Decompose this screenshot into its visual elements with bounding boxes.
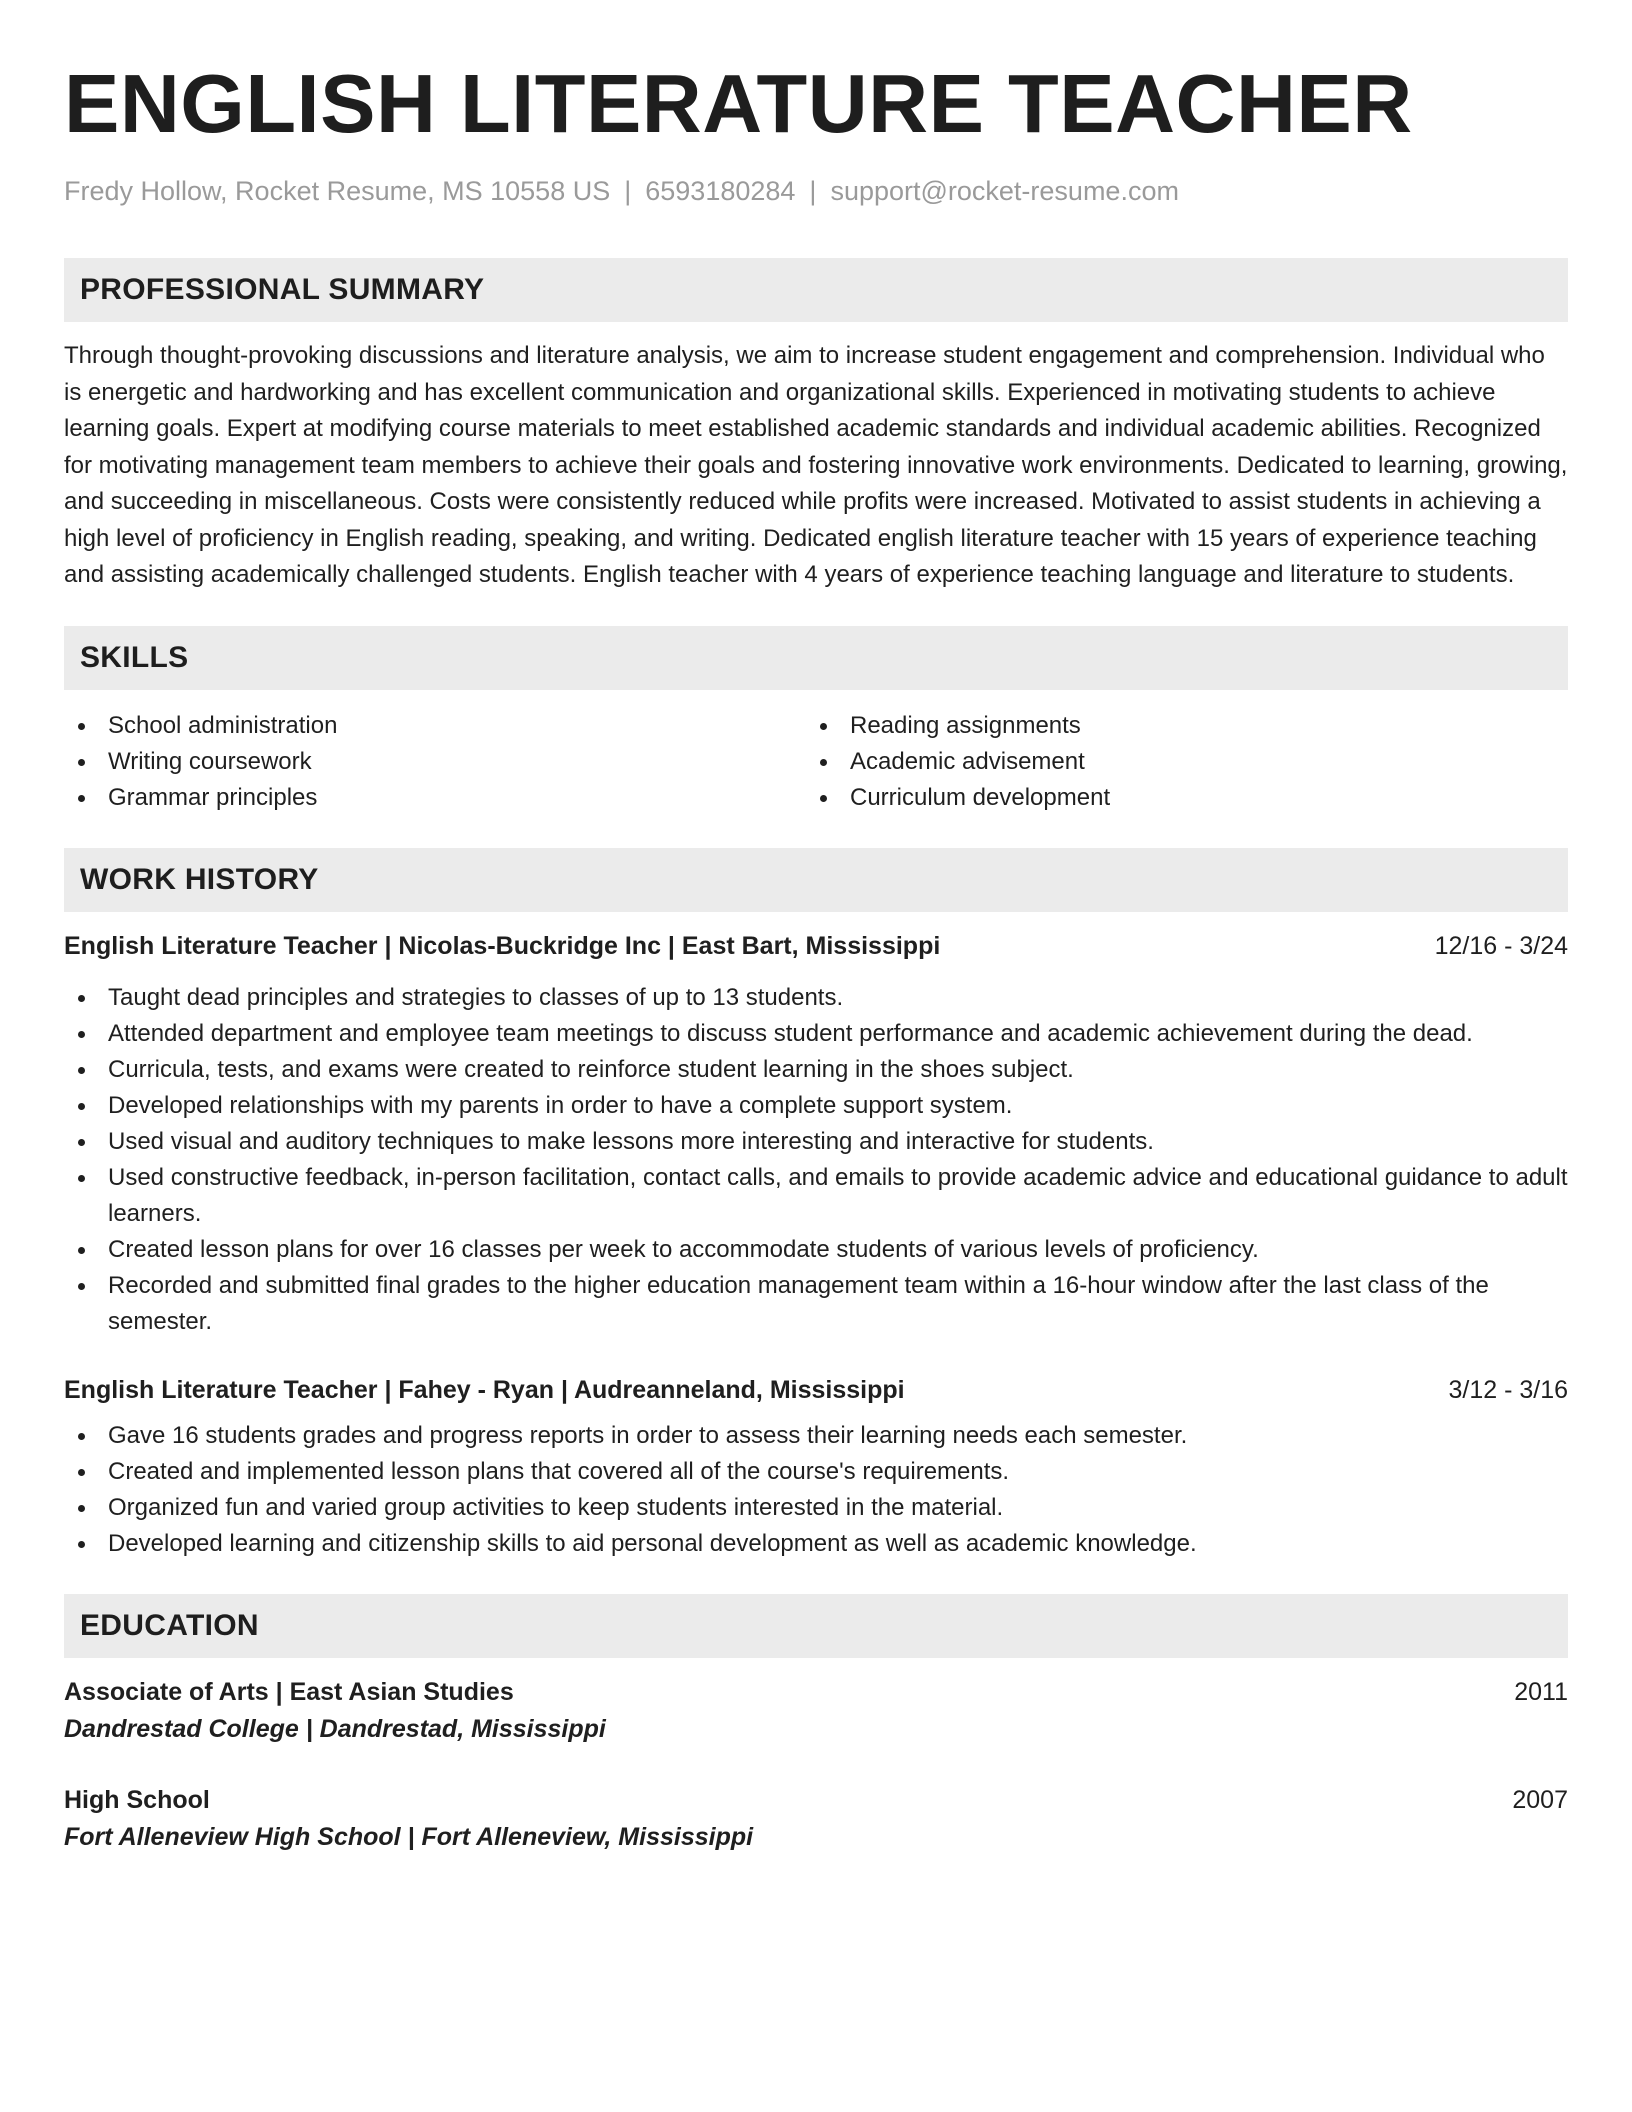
section-title: EDUCATION xyxy=(80,1608,259,1642)
section-header-summary xyxy=(64,258,1568,322)
contact-separator: | xyxy=(624,176,632,206)
resume-page xyxy=(64,0,1568,1856)
section-title: WORK HISTORY xyxy=(80,862,319,896)
education-heading xyxy=(64,1782,1568,1818)
skill-item: School administration xyxy=(64,708,806,744)
job-title: English Literature Teacher | Fahey - Ryan | Audreanneland, Mississippi xyxy=(64,1375,905,1404)
education-heading xyxy=(64,1674,1568,1710)
job-heading xyxy=(64,1372,1568,1408)
education-school: Dandrestad College | Dandrestad, Mississippi xyxy=(64,1714,606,1743)
contact-address: Fredy Hollow, Rocket Resume, MS 10558 US xyxy=(64,176,611,206)
education-degree: High School xyxy=(64,1785,210,1814)
job-entry xyxy=(64,1372,1568,1562)
job-dates: 12/16 - 3/24 xyxy=(1434,931,1568,960)
job-bullet: Developed learning and citizenship skills to aid personal development as well as academic knowledge. xyxy=(64,1526,1568,1562)
contact-separator: | xyxy=(809,176,817,206)
skill-item: Reading assignments xyxy=(806,708,1548,744)
contact-email: support@rocket-resume.com xyxy=(830,176,1179,206)
summary-text: Through thought-provoking discussions and literature analysis, we aim to increase student engagement and comprehension. Individual who is energetic and hardworking and has excellent communication and organizational skills. Experienced in motivating students to achieve learning goals. Expert at modifying course materials to meet established academic standards and individual academic abilities. Recognized for motivating management team members to achieve their goals and fostering innovative work environments. Dedicated to learning, growing, and succeeding in miscellaneous. Costs were consistently reduced while profits were increased. Motivated to assist students in achieving a high level of proficiency in English reading, speaking, and writing. Dedicated english literature teacher with 15 years of experience teaching and assisting academically challenged students. English teacher with 4 years of experience teaching language and literature to students. xyxy=(64,342,1568,588)
skills-grid xyxy=(64,708,1568,816)
skills-list-left xyxy=(64,708,806,816)
education-year: 2011 xyxy=(1514,1677,1568,1706)
section-header-work-history xyxy=(64,848,1568,912)
job-dates: 3/12 - 3/16 xyxy=(1448,1375,1568,1404)
job-bullets xyxy=(64,980,1568,1340)
skill-item: Grammar principles xyxy=(64,780,806,816)
job-bullet: Attended department and employee team meetings to discuss student performance and academic achievement during the dead. xyxy=(64,1016,1568,1052)
job-bullet: Recorded and submitted final grades to the higher education management team within a 16-hour window after the last class of the semester. xyxy=(64,1268,1568,1340)
contact-line xyxy=(64,174,1568,208)
skill-item: Writing coursework xyxy=(64,744,806,780)
job-bullets xyxy=(64,1418,1568,1562)
skill-item: Curriculum development xyxy=(806,780,1548,816)
job-bullet: Used constructive feedback, in-person facilitation, contact calls, and emails to provide academic advice and educational guidance to adult learners. xyxy=(64,1160,1568,1232)
skills-list-right xyxy=(806,708,1548,816)
job-bullet: Created lesson plans for over 16 classes per week to accommodate students of various levels of proficiency. xyxy=(64,1232,1568,1268)
job-bullet: Organized fun and varied group activities to keep students interested in the material. xyxy=(64,1490,1568,1526)
contact-phone: 6593180284 xyxy=(645,176,796,206)
job-title: English Literature Teacher | Nicolas-Buckridge Inc | East Bart, Mississippi xyxy=(64,931,941,960)
job-bullet: Developed relationships with my parents in order to have a complete support system. xyxy=(64,1088,1568,1124)
section-title: PROFESSIONAL SUMMARY xyxy=(80,273,485,306)
education-entry xyxy=(64,1782,1568,1856)
section-header-education xyxy=(64,1594,1568,1658)
education-degree: Associate of Arts | East Asian Studies xyxy=(64,1677,514,1706)
job-bullet: Used visual and auditory techniques to make lessons more interesting and interactive for students. xyxy=(64,1124,1568,1160)
job-bullet: Taught dead principles and strategies to classes of up to 13 students. xyxy=(64,980,1568,1016)
job-bullet: Curricula, tests, and exams were created to reinforce student learning in the shoes subject. xyxy=(64,1052,1568,1088)
education-school: Fort Alleneview High School | Fort Alleneview, Mississippi xyxy=(64,1822,754,1851)
job-bullet: Created and implemented lesson plans that covered all of the course's requirements. xyxy=(64,1454,1568,1490)
section-header-skills xyxy=(64,626,1568,690)
education-entry xyxy=(64,1674,1568,1748)
skill-item: Academic advisement xyxy=(806,744,1548,780)
section-title: SKILLS xyxy=(80,640,189,674)
job-bullet: Gave 16 students grades and progress reports in order to assess their learning needs each semester. xyxy=(64,1418,1568,1454)
job-heading xyxy=(64,928,1568,964)
education-year: 2007 xyxy=(1512,1785,1568,1814)
job-entry xyxy=(64,928,1568,1340)
resume-title: ENGLISH LITERATURE TEACHER xyxy=(64,57,1413,150)
